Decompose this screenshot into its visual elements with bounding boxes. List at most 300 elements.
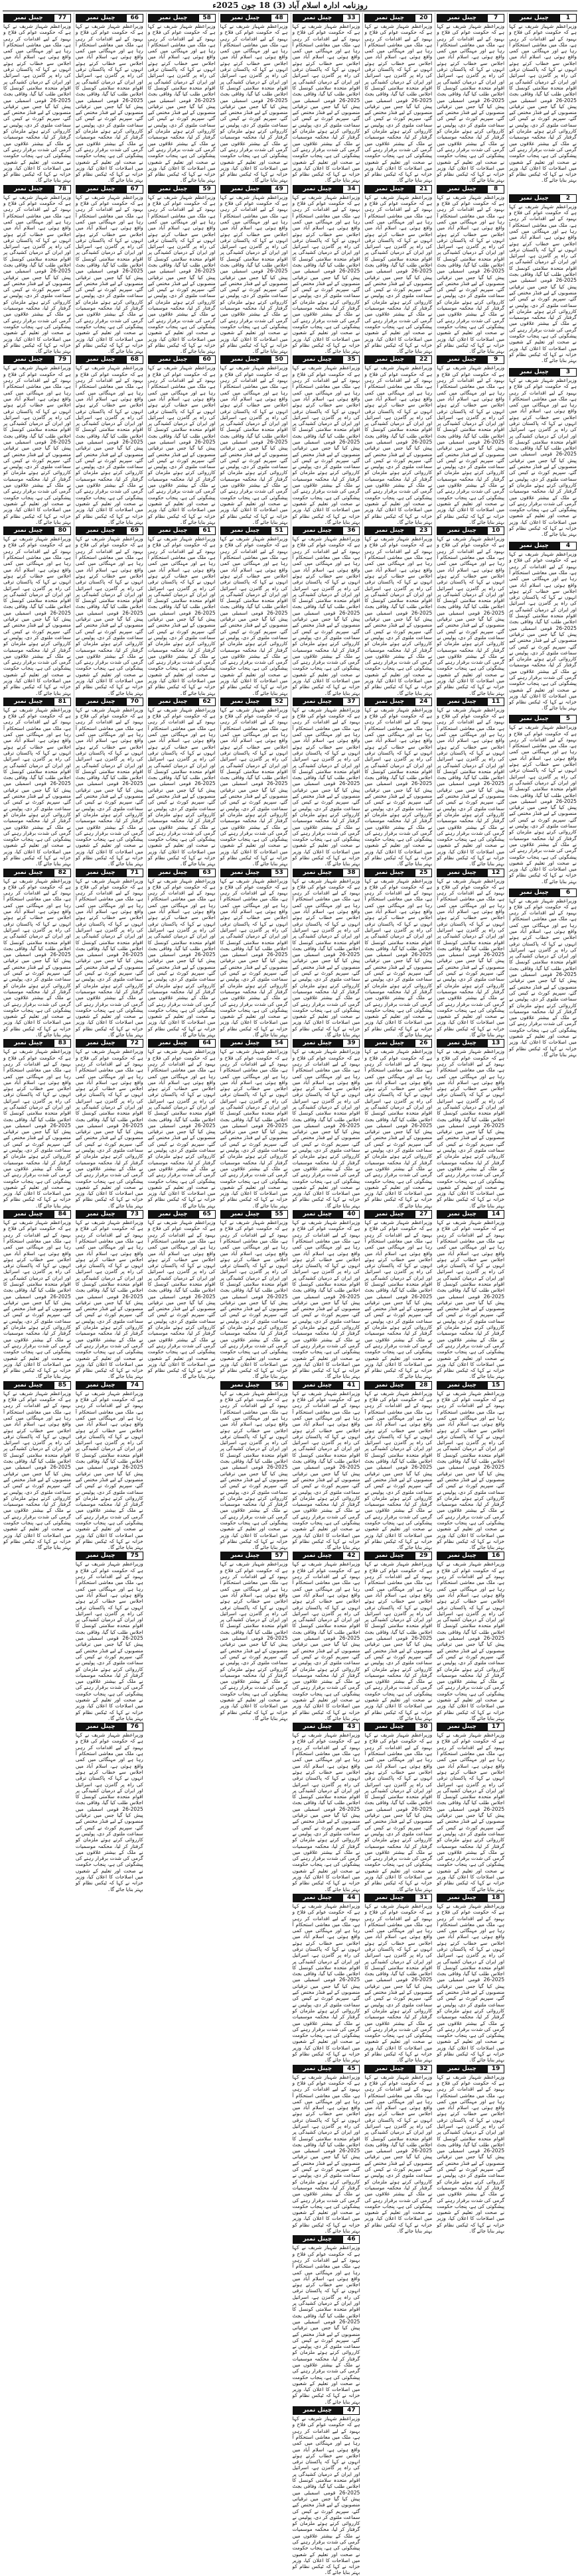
notice-text: وزیراعظم شہباز شریف نے کہا ہے کہ حکومت عوام کی فلاح و بہبود کے لیے اقدامات کر رہی ہے، ملک میں معاشی استحکام آ رہا ہے اور مہنگائی میں کمی واقع ہوئی ہے، اسلام آباد میں اجلاس سے خطاب کرتے ہوئے انہوں نے کہا کہ پاکستان ترقی کی راہ پر گامزن ہے، اسرائیل اور ایران کے درمیان کشیدگی پر اقوام متحدہ سلامتی کونسل کا اجلاس طلب کیا گیا، وفاقی بجٹ 2025-26 قومی اسمبلی میں پیش کیا گیا جس میں ترقیاتی منصوبوں کے لیے فنڈز مختص کیے گئے، سپریم کورٹ نے کیس کی سماعت ملتوی کر دی، پولیس نے کارروائی کرتے ہوئے ملزمان کو گرفتار کر لیا، محکمہ موسمیات نے ملک کے بیشتر علاقوں میں گرمی کی شدت برقرار رہنے کی پیشگوئی کی ہے، پنجاب حکومت نے صحت اور تعلیم کے شعبوں میں اصلاحات کا اعلان کیا، وزیر خزانہ نے کہا کہ ٹیکس نظام کو بہتر بنایا جائے گا۔ bbox=[364, 536, 433, 696]
notice-number: 30 bbox=[415, 1723, 432, 1731]
notice-text: وزیراعظم شہباز شریف نے کہا ہے کہ حکومت عوام کی فلاح و بہبود کے لیے اقدامات کر رہی ہے، ملک میں معاشی استحکام آ رہا ہے اور مہنگائی میں کمی واقع ہوئی ہے، اسلام آباد میں اجلاس سے خطاب کرتے ہوئے انہوں نے کہا کہ پاکستان ترقی کی راہ پر گامزن ہے، اسرائیل اور ایران کے درمیان کشیدگی پر اقوام متحدہ سلامتی کونسل کا اجلاس طلب کیا گیا، وفاقی بجٹ 2025-26 قومی اسمبلی میں پیش کیا گیا جس میں ترقیاتی منصوبوں کے لیے فنڈز مختص کیے گئے، سپریم کورٹ نے کیس کی سماعت ملتوی کر دی، پولیس نے کارروائی کرتے ہوئے ملزمان کو گرفتار کر لیا، محکمہ موسمیات نے ملک کے بیشتر علاقوں میں گرمی کی شدت برقرار رہنے کی پیشگوئی کی ہے، پنجاب حکومت نے صحت اور تعلیم کے شعبوں میں اصلاحات کا اعلان کیا، وزیر خزانہ نے کہا کہ ٹیکس نظام کو بہتر بنایا جائے گا۔ bbox=[437, 1219, 505, 1380]
notice-text: وزیراعظم شہباز شریف نے کہا ہے کہ حکومت عوام کی فلاح و بہبود کے لیے اقدامات کر رہی ہے، ملک میں معاشی استحکام آ رہا ہے اور مہنگائی میں کمی واقع ہوئی ہے، اسلام آباد میں اجلاس سے خطاب کرتے ہوئے انہوں نے کہا کہ پاکستان ترقی کی راہ پر گامزن ہے، اسرائیل اور ایران کے درمیان کشیدگی پر اقوام متحدہ سلامتی کونسل کا اجلاس طلب کیا گیا، وفاقی بجٹ 2025-26 قومی اسمبلی میں پیش کیا گیا جس میں ترقیاتی منصوبوں کے لیے فنڈز مختص کیے گئے، سپریم کورٹ نے کیس کی سماعت ملتوی کر دی، پولیس نے کارروائی کرتے ہوئے ملزمان کو گرفتار کر لیا، محکمہ موسمیات نے ملک کے بیشتر علاقوں میں گرمی کی شدت برقرار رہنے کی پیشگوئی کی ہے، پنجاب حکومت نے صحت اور تعلیم کے شعبوں میں اصلاحات کا اعلان کیا، وزیر خزانہ نے کہا کہ ٹیکس نظام کو بہتر بنایا جائے گا۔ bbox=[292, 1219, 360, 1380]
notice-number: 43 bbox=[342, 1723, 360, 1731]
notice-body bbox=[3, 194, 71, 355]
notice-38 bbox=[291, 867, 362, 1038]
notice-body bbox=[220, 194, 288, 355]
notice-number: 39 bbox=[342, 1039, 360, 1048]
notice-79 bbox=[2, 354, 72, 525]
notice-1 bbox=[508, 13, 578, 193]
channel-label: چینل نمبر bbox=[509, 368, 559, 377]
notice-body bbox=[293, 1390, 360, 1551]
notice-header bbox=[148, 869, 216, 877]
notice-45 bbox=[291, 2063, 362, 2235]
notice-73 bbox=[74, 1209, 145, 1380]
notice-text: وزیراعظم شہباز شریف نے کہا ہے کہ حکومت عوام کی فلاح و بہبود کے لیے اقدامات کر رہی ہے، ملک میں معاشی استحکام آ رہا ہے اور مہنگائی میں کمی واقع ہوئی ہے، اسلام آباد میں اجلاس سے خطاب کرتے ہوئے انہوں نے کہا کہ پاکستان ترقی کی راہ پر گامزن ہے، اسرائیل اور ایران کے درمیان کشیدگی پر اقوام متحدہ سلامتی کونسل کا اجلاس طلب کیا گیا، وفاقی بجٹ 2025-26 قومی اسمبلی میں پیش کیا گیا جس میں ترقیاتی منصوبوں کے لیے فنڈز مختص کیے گئے، سپریم کورٹ نے کیس کی سماعت ملتوی کر دی، پولیس نے کارروائی کرتے ہوئے ملزمان کو گرفتار کر لیا، محکمہ موسمیات نے ملک کے بیشتر علاقوں میں گرمی کی شدت برقرار رہنے کی پیشگوئی کی ہے، پنجاب حکومت نے صحت اور تعلیم کے شعبوں میں اصلاحات کا اعلان کیا، وزیر خزانہ نے کہا کہ ٹیکس نظام کو بہتر بنایا جائے گا۔ bbox=[3, 1048, 71, 1209]
notice-33 bbox=[291, 13, 362, 184]
notice-number: 68 bbox=[126, 355, 143, 364]
channel-label: چینل نمبر bbox=[364, 1210, 415, 1219]
notice-number: 78 bbox=[54, 185, 71, 194]
notice-number: 16 bbox=[487, 1552, 504, 1560]
notice-29 bbox=[363, 1550, 433, 1721]
notice-header bbox=[293, 185, 360, 194]
notice-header bbox=[293, 355, 360, 364]
notice-header bbox=[3, 1039, 71, 1048]
channel-label: چینل نمبر bbox=[509, 14, 559, 23]
notice-43 bbox=[291, 1721, 362, 1892]
notice-number: 56 bbox=[271, 1381, 288, 1390]
notice-body bbox=[509, 724, 577, 887]
notice-header bbox=[220, 14, 288, 23]
notice-number: 34 bbox=[342, 185, 360, 194]
notice-body bbox=[3, 707, 71, 867]
notice-text: وزیراعظم شہباز شریف نے کہا ہے کہ حکومت عوام کی فلاح و بہبود کے لیے اقدامات کر رہی ہے، ملک میں معاشی استحکام آ رہا ہے اور مہنگائی میں کمی واقع ہوئی ہے، اسلام آباد میں اجلاس سے خطاب کرتے ہوئے انہوں نے کہا کہ پاکستان ترقی کی راہ پر گامزن ہے، اسرائیل اور ایران کے درمیان کشیدگی پر اقوام متحدہ سلامتی کونسل کا اجلاس طلب کیا گیا، وفاقی بجٹ 2025-26 قومی اسمبلی میں پیش کیا گیا جس میں ترقیاتی منصوبوں کے لیے فنڈز مختص کیے گئے، سپریم کورٹ نے کیس کی سماعت ملتوی کر دی، پولیس نے کارروائی کرتے ہوئے ملزمان کو گرفتار کر لیا، محکمہ موسمیات نے ملک کے بیشتر علاقوں میں گرمی کی شدت برقرار رہنے کی پیشگوئی کی ہے، پنجاب حکومت نے صحت اور تعلیم کے شعبوں میں اصلاحات کا اعلان کیا، وزیر خزانہ نے کہا کہ ٹیکس نظام کو بہتر بنایا جائے گا۔ bbox=[364, 194, 433, 355]
notice-number: 8 bbox=[487, 185, 504, 194]
channel-label: چینل نمبر bbox=[220, 1381, 271, 1390]
notice-text: وزیراعظم شہباز شریف نے کہا ہے کہ حکومت عوام کی فلاح و بہبود کے لیے اقدامات کر رہی ہے، ملک میں معاشی استحکام آ رہا ہے اور مہنگائی میں کمی واقع ہوئی ہے، اسلام آباد میں اجلاس سے خطاب کرتے ہوئے انہوں نے کہا کہ پاکستان ترقی کی راہ پر گامزن ہے، اسرائیل اور ایران کے درمیان کشیدگی پر اقوام متحدہ سلامتی کونسل کا اجلاس طلب کیا گیا، وفاقی بجٹ 2025-26 قومی اسمبلی میں پیش کیا گیا جس میں ترقیاتی منصوبوں کے لیے فنڈز مختص کیے گئے، سپریم کورٹ نے کیس کی سماعت ملتوی کر دی، پولیس نے کارروائی کرتے ہوئے ملزمان کو گرفتار کر لیا، محکمہ موسمیات نے ملک کے بیشتر علاقوں میں گرمی کی شدت برقرار رہنے کی پیشگوئی کی ہے، پنجاب حکومت نے صحت اور تعلیم کے شعبوں میں اصلاحات کا اعلان کیا، وزیر خزانہ نے کہا کہ ٹیکس نظام کو بہتر بنایا جائے گا۔ bbox=[147, 1219, 216, 1380]
notice-number: 6 bbox=[559, 889, 577, 897]
notice-number: 67 bbox=[126, 185, 143, 194]
notice-41 bbox=[291, 1380, 362, 1551]
notice-number: 54 bbox=[271, 1039, 288, 1048]
notice-header bbox=[364, 1552, 432, 1560]
notice-57 bbox=[219, 1550, 289, 1721]
notice-body bbox=[3, 1390, 71, 1551]
notice-number: 20 bbox=[415, 14, 432, 23]
notice-number: 65 bbox=[198, 1210, 216, 1219]
notice-text: وزیراعظم شہباز شریف نے کہا ہے کہ حکومت عوام کی فلاح و بہبود کے لیے اقدامات کر رہی ہے، ملک میں معاشی استحکام آ رہا ہے اور مہنگائی میں کمی واقع ہوئی ہے، اسلام آباد میں اجلاس سے خطاب کرتے ہوئے انہوں نے کہا کہ پاکستان ترقی کی راہ پر گامزن ہے، اسرائیل اور ایران کے درمیان کشیدگی پر اقوام متحدہ سلامتی کونسل کا اجلاس طلب کیا گیا، وفاقی بجٹ 2025-26 قومی اسمبلی میں پیش کیا گیا جس میں ترقیاتی منصوبوں کے لیے فنڈز مختص کیے گئے، سپریم کورٹ نے کیس کی سماعت ملتوی کر دی، پولیس نے کارروائی کرتے ہوئے ملزمان کو گرفتار کر لیا، محکمہ موسمیات نے ملک کے بیشتر علاقوں میں گرمی کی شدت برقرار رہنے کی پیشگوئی کی ہے، پنجاب حکومت نے صحت اور تعلیم کے شعبوں میں اصلاحات کا اعلان کیا، وزیر خزانہ نے کہا کہ ٹیکس نظام کو بہتر بنایا جائے گا۔ bbox=[220, 365, 288, 525]
channel-label: چینل نمبر bbox=[437, 2065, 487, 2073]
channel-label: چینل نمبر bbox=[220, 14, 271, 23]
notice-number: 73 bbox=[126, 1210, 143, 1219]
notice-19 bbox=[435, 2063, 506, 2235]
notice-text: وزیراعظم شہباز شریف نے کہا ہے کہ حکومت عوام کی فلاح و بہبود کے لیے اقدامات کر رہی ہے، ملک میں معاشی استحکام آ رہا ہے اور مہنگائی میں کمی واقع ہوئی ہے، اسلام آباد میں اجلاس سے خطاب کرتے ہوئے انہوں نے کہا کہ پاکستان ترقی کی راہ پر گامزن ہے، اسرائیل اور ایران کے درمیان کشیدگی پر اقوام متحدہ سلامتی کونسل کا اجلاس طلب کیا گیا، وفاقی بجٹ 2025-26 قومی اسمبلی میں پیش کیا گیا جس میں ترقیاتی منصوبوں کے لیے فنڈز مختص کیے گئے، سپریم کورٹ نے کیس کی سماعت ملتوی کر دی، پولیس نے کارروائی کرتے ہوئے ملزمان کو گرفتار کر لیا، محکمہ موسمیات نے ملک کے بیشتر علاقوں میں گرمی کی شدت برقرار رہنے کی پیشگوئی کی ہے، پنجاب حکومت نے صحت اور تعلیم کے شعبوں میں اصلاحات کا اعلان کیا، وزیر خزانہ نے کہا کہ ٹیکس نظام کو بہتر بنایا جائے گا۔ bbox=[509, 203, 577, 364]
notice-body bbox=[364, 536, 432, 696]
notice-text: وزیراعظم شہباز شریف نے کہا ہے کہ حکومت عوام کی فلاح و بہبود کے لیے اقدامات کر رہی ہے، ملک میں معاشی استحکام آ رہا ہے اور مہنگائی میں کمی واقع ہوئی ہے، اسلام آباد میں اجلاس سے خطاب کرتے ہوئے انہوں نے کہا کہ پاکستان ترقی کی راہ پر گامزن ہے، اسرائیل اور ایران کے درمیان کشیدگی پر اقوام متحدہ سلامتی کونسل کا اجلاس طلب کیا گیا، وفاقی بجٹ 2025-26 قومی اسمبلی میں پیش کیا گیا جس میں ترقیاتی منصوبوں کے لیے فنڈز مختص کیے گئے، سپریم کورٹ نے کیس کی سماعت ملتوی کر دی، پولیس نے کارروائی کرتے ہوئے ملزمان کو گرفتار کر لیا، محکمہ موسمیات نے ملک کے بیشتر علاقوں میں گرمی کی شدت برقرار رہنے کی پیشگوئی کی ہے، پنجاب حکومت نے صحت اور تعلیم کے شعبوں میں اصلاحات کا اعلان کیا، وزیر خزانہ نے کہا کہ ٹیکس نظام کو بہتر بنایا جائے گا۔ bbox=[3, 877, 71, 1038]
channel-label: چینل نمبر bbox=[364, 1894, 415, 1902]
notice-number: 41 bbox=[342, 1381, 360, 1390]
notice-header bbox=[3, 355, 71, 364]
notice-header bbox=[220, 185, 288, 194]
notice-text: وزیراعظم شہباز شریف نے کہا ہے کہ حکومت عوام کی فلاح و بہبود کے لیے اقدامات کر رہی ہے، ملک میں معاشی استحکام آ رہا ہے اور مہنگائی میں کمی واقع ہوئی ہے، اسلام آباد میں اجلاس سے خطاب کرتے ہوئے انہوں نے کہا کہ پاکستان ترقی کی راہ پر گامزن ہے، اسرائیل اور ایران کے درمیان کشیدگی پر اقوام متحدہ سلامتی کونسل کا اجلاس طلب کیا گیا، وفاقی بجٹ 2025-26 قومی اسمبلی میں پیش کیا گیا جس میں ترقیاتی منصوبوں کے لیے فنڈز مختص کیے گئے، سپریم کورٹ نے کیس کی سماعت ملتوی کر دی، پولیس نے کارروائی کرتے ہوئے ملزمان کو گرفتار کر لیا، محکمہ موسمیات نے ملک کے بیشتر علاقوں میں گرمی کی شدت برقرار رہنے کی پیشگوئی کی ہے، پنجاب حکومت نے صحت اور تعلیم کے شعبوں میں اصلاحات کا اعلان کیا، وزیر خزانہ نے کہا کہ ٹیکس نظام کو بہتر بنایا جائے گا۔ bbox=[292, 706, 360, 867]
notice-body bbox=[364, 23, 432, 184]
notice-34 bbox=[291, 184, 362, 355]
channel-label: چینل نمبر bbox=[148, 1039, 198, 1048]
notice-text: وزیراعظم شہباز شریف نے کہا ہے کہ حکومت عوام کی فلاح و بہبود کے لیے اقدامات کر رہی ہے، ملک میں معاشی استحکام آ رہا ہے اور مہنگائی میں کمی واقع ہوئی ہے، اسلام آباد میں اجلاس سے خطاب کرتے ہوئے انہوں نے کہا کہ پاکستان ترقی کی راہ پر گامزن ہے، اسرائیل اور ایران کے درمیان کشیدگی پر اقوام متحدہ سلامتی کونسل کا اجلاس طلب کیا گیا، وفاقی بجٹ 2025-26 قومی اسمبلی میں پیش کیا گیا جس میں ترقیاتی منصوبوں کے لیے فنڈز مختص کیے گئے، سپریم کورٹ نے کیس کی سماعت ملتوی کر دی، پولیس نے کارروائی کرتے ہوئے ملزمان کو گرفتار کر لیا، محکمہ موسمیات نے ملک کے بیشتر علاقوں میں گرمی کی شدت برقرار رہنے کی پیشگوئی کی ہے، پنجاب حکومت نے صحت اور تعلیم کے شعبوں میں اصلاحات کا اعلان کیا، وزیر خزانہ نے کہا کہ ٹیکس نظام کو بہتر بنایا جائے گا۔ bbox=[3, 536, 71, 696]
notice-text: وزیراعظم شہباز شریف نے کہا ہے کہ حکومت عوام کی فلاح و بہبود کے لیے اقدامات کر رہی ہے، ملک میں معاشی استحکام آ رہا ہے اور مہنگائی میں کمی واقع ہوئی ہے، اسلام آباد میں اجلاس سے خطاب کرتے ہوئے انہوں نے کہا کہ پاکستان ترقی کی راہ پر گامزن ہے، اسرائیل اور ایران کے درمیان کشیدگی پر اقوام متحدہ سلامتی کونسل کا اجلاس طلب کیا گیا، وفاقی بجٹ 2025-26 قومی اسمبلی میں پیش کیا گیا جس میں ترقیاتی منصوبوں کے لیے فنڈز مختص کیے گئے، سپریم کورٹ نے کیس کی سماعت ملتوی کر دی، پولیس نے کارروائی کرتے ہوئے ملزمان کو گرفتار کر لیا، محکمہ موسمیات نے ملک کے بیشتر علاقوں میں گرمی کی شدت برقرار رہنے کی پیشگوئی کی ہے، پنجاب حکومت نے صحت اور تعلیم کے شعبوں میں اصلاحات کا اعلان کیا، وزیر خزانہ نے کہا کہ ٹیکس نظام کو بہتر بنایا جائے گا۔ bbox=[437, 365, 505, 525]
notice-body bbox=[220, 536, 288, 696]
notice-header bbox=[293, 2406, 360, 2415]
notice-text: وزیراعظم شہباز شریف نے کہا ہے کہ حکومت عوام کی فلاح و بہبود کے لیے اقدامات کر رہی ہے، ملک میں معاشی استحکام آ رہا ہے اور مہنگائی میں کمی واقع ہوئی ہے، اسلام آباد میں اجلاس سے خطاب کرتے ہوئے انہوں نے کہا کہ پاکستان ترقی کی راہ پر گامزن ہے، اسرائیل اور ایران کے درمیان کشیدگی پر اقوام متحدہ سلامتی کونسل کا اجلاس طلب کیا گیا، وفاقی بجٹ 2025-26 قومی اسمبلی میں پیش کیا گیا جس میں ترقیاتی منصوبوں کے لیے فنڈز مختص کیے گئے، سپریم کورٹ نے کیس کی سماعت ملتوی کر دی، پولیس نے کارروائی کرتے ہوئے ملزمان کو گرفتار کر لیا، محکمہ موسمیات نے ملک کے بیشتر علاقوں میں گرمی کی شدت برقرار رہنے کی پیشگوئی کی ہے، پنجاب حکومت نے صحت اور تعلیم کے شعبوں میں اصلاحات کا اعلان کیا، وزیر خزانہ نے کہا کہ ٹیکس نظام کو بہتر بنایا جائے گا۔ bbox=[292, 1048, 360, 1209]
notice-13 bbox=[435, 1038, 506, 1209]
channel-label: چینل نمبر bbox=[437, 1723, 487, 1731]
notice-header bbox=[437, 1210, 504, 1219]
notice-body bbox=[148, 878, 216, 1038]
notice-body bbox=[293, 2244, 360, 2405]
notice-body bbox=[364, 2074, 432, 2235]
notice-62 bbox=[147, 696, 217, 867]
notice-number: 11 bbox=[487, 698, 504, 706]
notice-text: وزیراعظم شہباز شریف نے کہا ہے کہ حکومت عوام کی فلاح و بہبود کے لیے اقدامات کر رہی ہے، ملک میں معاشی استحکام آ رہا ہے اور مہنگائی میں کمی واقع ہوئی ہے، اسلام آباد میں اجلاس سے خطاب کرتے ہوئے انہوں نے کہا کہ پاکستان ترقی کی راہ پر گامزن ہے، اسرائیل اور ایران کے درمیان کشیدگی پر اقوام متحدہ سلامتی کونسل کا اجلاس طلب کیا گیا، وفاقی بجٹ 2025-26 قومی اسمبلی میں پیش کیا گیا جس میں ترقیاتی منصوبوں کے لیے فنڈز مختص کیے گئے، سپریم کورٹ نے کیس کی سماعت ملتوی کر دی، پولیس نے کارروائی کرتے ہوئے ملزمان کو گرفتار کر لیا، محکمہ موسمیات نے ملک کے بیشتر علاقوں میں گرمی کی شدت برقرار رہنے کی پیشگوئی کی ہے، پنجاب حکومت نے صحت اور تعلیم کے شعبوں میں اصلاحات کا اعلان کیا، وزیر خزانہ نے کہا کہ ٹیکس نظام کو بہتر بنایا جائے گا۔ bbox=[292, 2416, 360, 2576]
notice-text: وزیراعظم شہباز شریف نے کہا ہے کہ حکومت عوام کی فلاح و بہبود کے لیے اقدامات کر رہی ہے، ملک میں معاشی استحکام آ رہا ہے اور مہنگائی میں کمی واقع ہوئی ہے، اسلام آباد میں اجلاس سے خطاب کرتے ہوئے انہوں نے کہا کہ پاکستان ترقی کی راہ پر گامزن ہے، اسرائیل اور ایران کے درمیان کشیدگی پر اقوام متحدہ سلامتی کونسل کا اجلاس طلب کیا گیا، وفاقی بجٹ 2025-26 قومی اسمبلی میں پیش کیا گیا جس میں ترقیاتی منصوبوں کے لیے فنڈز مختص کیے گئے، سپریم کورٹ نے کیس کی سماعت ملتوی کر دی، پولیس نے کارروائی کرتے ہوئے ملزمان کو گرفتار کر لیا، محکمہ موسمیات نے ملک کے بیشتر علاقوں میں گرمی کی شدت برقرار رہنے کی پیشگوئی کی ہے، پنجاب حکومت نے صحت اور تعلیم کے شعبوں میں اصلاحات کا اعلان کیا، وزیر خزانہ نے کہا کہ ٹیکس نظام کو بہتر بنایا جائے گا۔ bbox=[3, 365, 71, 525]
notice-header bbox=[220, 1210, 288, 1219]
channel-label: چینل نمبر bbox=[364, 14, 415, 23]
channel-label: چینل نمبر bbox=[293, 355, 343, 364]
notice-header bbox=[509, 715, 577, 723]
channel-label: چینل نمبر bbox=[293, 1210, 343, 1219]
notice-number: 33 bbox=[342, 14, 360, 23]
notice-header bbox=[437, 1039, 504, 1048]
notice-number: 14 bbox=[487, 1210, 504, 1219]
notice-28 bbox=[363, 1380, 433, 1551]
notice-49 bbox=[219, 184, 289, 355]
notice-body bbox=[148, 1048, 216, 1209]
notice-header bbox=[76, 1039, 143, 1048]
notice-body bbox=[148, 707, 216, 867]
notice-6 bbox=[508, 887, 578, 1059]
channel-label: چینل نمبر bbox=[148, 869, 198, 877]
notice-number: 44 bbox=[342, 1894, 360, 1902]
notice-body bbox=[148, 536, 216, 696]
notice-header bbox=[220, 1552, 288, 1560]
notice-body bbox=[220, 1219, 288, 1380]
notice-number: 19 bbox=[487, 2065, 504, 2073]
channel-label: چینل نمبر bbox=[293, 2406, 343, 2415]
notice-text: وزیراعظم شہباز شریف نے کہا ہے کہ حکومت عوام کی فلاح و بہبود کے لیے اقدامات کر رہی ہے، ملک میں معاشی استحکام آ رہا ہے اور مہنگائی میں کمی واقع ہوئی ہے، اسلام آباد میں اجلاس سے خطاب کرتے ہوئے انہوں نے کہا کہ پاکستان ترقی کی راہ پر گامزن ہے، اسرائیل اور ایران کے درمیان کشیدگی پر اقوام متحدہ سلامتی کونسل کا اجلاس طلب کیا گیا، وفاقی بجٹ 2025-26 قومی اسمبلی میں پیش کیا گیا جس میں ترقیاتی منصوبوں کے لیے فنڈز مختص کیے گئے، سپریم کورٹ نے کیس کی سماعت ملتوی کر دی، پولیس نے کارروائی کرتے ہوئے ملزمان کو گرفتار کر لیا، محکمہ موسمیات نے ملک کے بیشتر علاقوں میں گرمی کی شدت برقرار رہنے کی پیشگوئی کی ہے، پنجاب حکومت نے صحت اور تعلیم کے شعبوں میں اصلاحات کا اعلان کیا، وزیر خزانہ نے کہا کہ ٹیکس نظام کو بہتر بنایا جائے گا۔ bbox=[292, 1390, 360, 1551]
column-2 bbox=[435, 13, 506, 2235]
notice-60 bbox=[147, 354, 217, 525]
notice-body bbox=[293, 1048, 360, 1209]
channel-label: چینل نمبر bbox=[364, 1723, 415, 1731]
notice-body bbox=[437, 1390, 504, 1551]
notice-27 bbox=[363, 1209, 433, 1380]
notice-header bbox=[364, 1381, 432, 1390]
notice-body bbox=[437, 1732, 504, 1892]
notice-text: وزیراعظم شہباز شریف نے کہا ہے کہ حکومت عوام کی فلاح و بہبود کے لیے اقدامات کر رہی ہے، ملک میں معاشی استحکام آ رہا ہے اور مہنگائی میں کمی واقع ہوئی ہے، اسلام آباد میں اجلاس سے خطاب کرتے ہوئے انہوں نے کہا کہ پاکستان ترقی کی راہ پر گامزن ہے، اسرائیل اور ایران کے درمیان کشیدگی پر اقوام متحدہ سلامتی کونسل کا اجلاس طلب کیا گیا، وفاقی بجٹ 2025-26 قومی اسمبلی میں پیش کیا گیا جس میں ترقیاتی منصوبوں کے لیے فنڈز مختص کیے گئے، سپریم کورٹ نے کیس کی سماعت ملتوی کر دی، پولیس نے کارروائی کرتے ہوئے ملزمان کو گرفتار کر لیا، محکمہ موسمیات نے ملک کے بیشتر علاقوں میں گرمی کی شدت برقرار رہنے کی پیشگوئی کی ہے، پنجاب حکومت نے صحت اور تعلیم کے شعبوں میں اصلاحات کا اعلان کیا، وزیر خزانہ نے کہا کہ ٹیکس نظام کو بہتر بنایا جائے گا۔ bbox=[364, 1561, 433, 1721]
channel-label: چینل نمبر bbox=[364, 2065, 415, 2073]
notice-text: وزیراعظم شہباز شریف نے کہا ہے کہ حکومت عوام کی فلاح و بہبود کے لیے اقدامات کر رہی ہے، ملک میں معاشی استحکام آ رہا ہے اور مہنگائی میں کمی واقع ہوئی ہے، اسلام آباد میں اجلاس سے خطاب کرتے ہوئے انہوں نے کہا کہ پاکستان ترقی کی راہ پر گامزن ہے، اسرائیل اور ایران کے درمیان کشیدگی پر اقوام متحدہ سلامتی کونسل کا اجلاس طلب کیا گیا، وفاقی بجٹ 2025-26 قومی اسمبلی میں پیش کیا گیا جس میں ترقیاتی منصوبوں کے لیے فنڈز مختص کیے گئے، سپریم کورٹ نے کیس کی سماعت ملتوی کر دی، پولیس نے کارروائی کرتے ہوئے ملزمان کو گرفتار کر لیا، محکمہ موسمیات نے ملک کے بیشتر علاقوں میں گرمی کی شدت برقرار رہنے کی پیشگوئی کی ہے، پنجاب حکومت نے صحت اور تعلیم کے شعبوں میں اصلاحات کا اعلان کیا، وزیر خزانہ نے کہا کہ ٹیکس نظام کو بہتر بنایا جائے گا۔ bbox=[147, 706, 216, 867]
notice-85 bbox=[2, 1380, 72, 1551]
notice-58 bbox=[147, 13, 217, 184]
notice-header bbox=[76, 355, 143, 364]
notice-text: وزیراعظم شہباز شریف نے کہا ہے کہ حکومت عوام کی فلاح و بہبود کے لیے اقدامات کر رہی ہے، ملک میں معاشی استحکام آ رہا ہے اور مہنگائی میں کمی واقع ہوئی ہے، اسلام آباد میں اجلاس سے خطاب کرتے ہوئے انہوں نے کہا کہ پاکستان ترقی کی راہ پر گامزن ہے، اسرائیل اور ایران کے درمیان کشیدگی پر اقوام متحدہ سلامتی کونسل کا اجلاس طلب کیا گیا، وفاقی بجٹ 2025-26 قومی اسمبلی میں پیش کیا گیا جس میں ترقیاتی منصوبوں کے لیے فنڈز مختص کیے گئے، سپریم کورٹ نے کیس کی سماعت ملتوی کر دی، پولیس نے کارروائی کرتے ہوئے ملزمان کو گرفتار کر لیا، محکمہ موسمیات نے ملک کے بیشتر علاقوں میں گرمی کی شدت برقرار رہنے کی پیشگوئی کی ہے، پنجاب حکومت نے صحت اور تعلیم کے شعبوں میں اصلاحات کا اعلان کیا، وزیر خزانہ نے کہا کہ ٹیکس نظام کو بہتر بنایا جائے گا۔ bbox=[220, 706, 288, 867]
channel-label: چینل نمبر bbox=[76, 185, 126, 194]
notice-number: 17 bbox=[487, 1723, 504, 1731]
notice-31 bbox=[363, 1892, 433, 2063]
notice-header bbox=[293, 869, 360, 877]
notice-header bbox=[3, 698, 71, 706]
channel-label: چینل نمبر bbox=[364, 698, 415, 706]
notice-text: وزیراعظم شہباز شریف نے کہا ہے کہ حکومت عوام کی فلاح و بہبود کے لیے اقدامات کر رہی ہے، ملک میں معاشی استحکام آ رہا ہے اور مہنگائی میں کمی واقع ہوئی ہے، اسلام آباد میں اجلاس سے خطاب کرتے ہوئے انہوں نے کہا کہ پاکستان ترقی کی راہ پر گامزن ہے، اسرائیل اور ایران کے درمیان کشیدگی پر اقوام متحدہ سلامتی کونسل کا اجلاس طلب کیا گیا، وفاقی بجٹ 2025-26 قومی اسمبلی میں پیش کیا گیا جس میں ترقیاتی منصوبوں کے لیے فنڈز مختص کیے گئے، سپریم کورٹ نے کیس کی سماعت ملتوی کر دی، پولیس نے کارروائی کرتے ہوئے ملزمان کو گرفتار کر لیا، محکمہ موسمیات نے ملک کے بیشتر علاقوں میں گرمی کی شدت برقرار رہنے کی پیشگوئی کی ہے، پنجاب حکومت نے صحت اور تعلیم کے شعبوں میں اصلاحات کا اعلان کیا، وزیر خزانہ نے کہا کہ ٹیکس نظام کو بہتر بنایا جائے گا۔ bbox=[364, 706, 433, 867]
notice-body bbox=[220, 365, 288, 525]
notice-text: وزیراعظم شہباز شریف نے کہا ہے کہ حکومت عوام کی فلاح و بہبود کے لیے اقدامات کر رہی ہے، ملک میں معاشی استحکام آ رہا ہے اور مہنگائی میں کمی واقع ہوئی ہے، اسلام آباد میں اجلاس سے خطاب کرتے ہوئے انہوں نے کہا کہ پاکستان ترقی کی راہ پر گامزن ہے، اسرائیل اور ایران کے درمیان کشیدگی پر اقوام متحدہ سلامتی کونسل کا اجلاس طلب کیا گیا، وفاقی بجٹ 2025-26 قومی اسمبلی میں پیش کیا گیا جس میں ترقیاتی منصوبوں کے لیے فنڈز مختص کیے گئے، سپریم کورٹ نے کیس کی سماعت ملتوی کر دی، پولیس نے کارروائی کرتے ہوئے ملزمان کو گرفتار کر لیا، محکمہ موسمیات نے ملک کے بیشتر علاقوں میں گرمی کی شدت برقرار رہنے کی پیشگوئی کی ہے، پنجاب حکومت نے صحت اور تعلیم کے شعبوں میں اصلاحات کا اعلان کیا، وزیر خزانہ نے کہا کہ ٹیکس نظام کو بہتر بنایا جائے گا۔ bbox=[437, 706, 505, 867]
channel-label: چینل نمبر bbox=[3, 355, 54, 364]
channel-label: چینل نمبر bbox=[3, 1210, 54, 1219]
notice-text: وزیراعظم شہباز شریف نے کہا ہے کہ حکومت عوام کی فلاح و بہبود کے لیے اقدامات کر رہی ہے، ملک میں معاشی استحکام آ رہا ہے اور مہنگائی میں کمی واقع ہوئی ہے، اسلام آباد میں اجلاس سے خطاب کرتے ہوئے انہوں نے کہا کہ پاکستان ترقی کی راہ پر گامزن ہے، اسرائیل اور ایران کے درمیان کشیدگی پر اقوام متحدہ سلامتی کونسل کا اجلاس طلب کیا گیا، وفاقی بجٹ 2025-26 قومی اسمبلی میں پیش کیا گیا جس میں ترقیاتی منصوبوں کے لیے فنڈز مختص کیے گئے، سپریم کورٹ نے کیس کی سماعت ملتوی کر دی، پولیس نے کارروائی کرتے ہوئے ملزمان کو گرفتار کر لیا، محکمہ موسمیات نے ملک کے بیشتر علاقوں میں گرمی کی شدت برقرار رہنے کی پیشگوئی کی ہے، پنجاب حکومت نے صحت اور تعلیم کے شعبوں میں اصلاحات کا اعلان کیا، وزیر خزانہ نے کہا کہ ٹیکس نظام کو بہتر بنایا جائے گا۔ bbox=[75, 194, 143, 355]
notice-header bbox=[364, 2065, 432, 2073]
notice-number: 79 bbox=[54, 355, 71, 364]
notice-number: 49 bbox=[271, 185, 288, 194]
notice-71 bbox=[74, 867, 145, 1038]
notice-78 bbox=[2, 184, 72, 355]
channel-label: چینل نمبر bbox=[364, 1381, 415, 1390]
notice-header bbox=[364, 185, 432, 194]
notice-text: وزیراعظم شہباز شریف نے کہا ہے کہ حکومت عوام کی فلاح و بہبود کے لیے اقدامات کر رہی ہے، ملک میں معاشی استحکام آ رہا ہے اور مہنگائی میں کمی واقع ہوئی ہے، اسلام آباد میں اجلاس سے خطاب کرتے ہوئے انہوں نے کہا کہ پاکستان ترقی کی راہ پر گامزن ہے، اسرائیل اور ایران کے درمیان کشیدگی پر اقوام متحدہ سلامتی کونسل کا اجلاس طلب کیا گیا، وفاقی بجٹ 2025-26 قومی اسمبلی میں پیش کیا گیا جس میں ترقیاتی منصوبوں کے لیے فنڈز مختص کیے گئے، سپریم کورٹ نے کیس کی سماعت ملتوی کر دی، پولیس نے کارروائی کرتے ہوئے ملزمان کو گرفتار کر لیا، محکمہ موسمیات نے ملک کے بیشتر علاقوں میں گرمی کی شدت برقرار رہنے کی پیشگوئی کی ہے، پنجاب حکومت نے صحت اور تعلیم کے شعبوں میں اصلاحات کا اعلان کیا، وزیر خزانہ نے کہا کہ ٹیکس نظام کو بہتر بنایا جائے گا۔ bbox=[437, 1390, 505, 1551]
notice-84 bbox=[2, 1209, 72, 1380]
notice-number: 77 bbox=[54, 14, 71, 23]
notice-header bbox=[364, 355, 432, 364]
channel-label: چینل نمبر bbox=[3, 526, 54, 535]
notice-number: 12 bbox=[487, 869, 504, 877]
notice-body bbox=[437, 1219, 504, 1380]
notice-16 bbox=[435, 1550, 506, 1721]
notice-text: وزیراعظم شہباز شریف نے کہا ہے کہ حکومت عوام کی فلاح و بہبود کے لیے اقدامات کر رہی ہے، ملک میں معاشی استحکام آ رہا ہے اور مہنگائی میں کمی واقع ہوئی ہے، اسلام آباد میں اجلاس سے خطاب کرتے ہوئے انہوں نے کہا کہ پاکستان ترقی کی راہ پر گامزن ہے، اسرائیل اور ایران کے درمیان کشیدگی پر اقوام متحدہ سلامتی کونسل کا اجلاس طلب کیا گیا، وفاقی بجٹ 2025-26 قومی اسمبلی میں پیش کیا گیا جس میں ترقیاتی منصوبوں کے لیے فنڈز مختص کیے گئے، سپریم کورٹ نے کیس کی سماعت ملتوی کر دی، پولیس نے کارروائی کرتے ہوئے ملزمان کو گرفتار کر لیا، محکمہ موسمیات نے ملک کے بیشتر علاقوں میں گرمی کی شدت برقرار رہنے کی پیشگوئی کی ہے، پنجاب حکومت نے صحت اور تعلیم کے شعبوں میں اصلاحات کا اعلان کیا، وزیر خزانہ نے کہا کہ ٹیکس نظام کو بہتر بنایا جائے گا۔ bbox=[509, 23, 577, 184]
notice-number: 15 bbox=[487, 1381, 504, 1390]
notice-body bbox=[3, 878, 71, 1038]
channel-label: چینل نمبر bbox=[293, 1894, 343, 1902]
notice-header bbox=[293, 698, 360, 706]
notice-body bbox=[364, 194, 432, 355]
channel-label: چینل نمبر bbox=[437, 1381, 487, 1390]
notice-number: 3 bbox=[559, 368, 577, 377]
notice-text: وزیراعظم شہباز شریف نے کہا ہے کہ حکومت عوام کی فلاح و بہبود کے لیے اقدامات کر رہی ہے، ملک میں معاشی استحکام آ رہا ہے اور مہنگائی میں کمی واقع ہوئی ہے، اسلام آباد میں اجلاس سے خطاب کرتے ہوئے انہوں نے کہا کہ پاکستان ترقی کی راہ پر گامزن ہے، اسرائیل اور ایران کے درمیان کشیدگی پر اقوام متحدہ سلامتی کونسل کا اجلاس طلب کیا گیا، وفاقی بجٹ 2025-26 قومی اسمبلی میں پیش کیا گیا جس میں ترقیاتی منصوبوں کے لیے فنڈز مختص کیے گئے، سپریم کورٹ نے کیس کی سماعت ملتوی کر دی، پولیس نے کارروائی کرتے ہوئے ملزمان کو گرفتار کر لیا، محکمہ موسمیات نے ملک کے بیشتر علاقوں میں گرمی کی شدت برقرار رہنے کی پیشگوئی کی ہے، پنجاب حکومت نے صحت اور تعلیم کے شعبوں میں اصلاحات کا اعلان کیا، وزیر خزانہ نے کہا کہ ٹیکس نظام کو بہتر بنایا جائے گا۔ bbox=[75, 1561, 143, 1721]
notice-text: وزیراعظم شہباز شریف نے کہا ہے کہ حکومت عوام کی فلاح و بہبود کے لیے اقدامات کر رہی ہے، ملک میں معاشی استحکام آ رہا ہے اور مہنگائی میں کمی واقع ہوئی ہے، اسلام آباد میں اجلاس سے خطاب کرتے ہوئے انہوں نے کہا کہ پاکستان ترقی کی راہ پر گامزن ہے، اسرائیل اور ایران کے درمیان کشیدگی پر اقوام متحدہ سلامتی کونسل کا اجلاس طلب کیا گیا، وفاقی بجٹ 2025-26 قومی اسمبلی میں پیش کیا گیا جس میں ترقیاتی منصوبوں کے لیے فنڈز مختص کیے گئے، سپریم کورٹ نے کیس کی سماعت ملتوی کر دی، پولیس نے کارروائی کرتے ہوئے ملزمان کو گرفتار کر لیا، محکمہ موسمیات نے ملک کے بیشتر علاقوں میں گرمی کی شدت برقرار رہنے کی پیشگوئی کی ہے، پنجاب حکومت نے صحت اور تعلیم کے شعبوں میں اصلاحات کا اعلان کیا، وزیر خزانہ نے کہا کہ ٹیکس نظام کو بہتر بنایا جائے گا۔ bbox=[292, 365, 360, 525]
channel-label: چینل نمبر bbox=[364, 526, 415, 535]
notice-number: 81 bbox=[54, 698, 71, 706]
notice-number: 7 bbox=[487, 14, 504, 23]
channel-label: چینل نمبر bbox=[76, 869, 126, 877]
notice-body bbox=[148, 23, 216, 184]
notice-header bbox=[148, 14, 216, 23]
notice-header bbox=[509, 542, 577, 550]
notice-number: 37 bbox=[342, 698, 360, 706]
channel-label: چینل نمبر bbox=[148, 1210, 198, 1219]
channel-label: چینل نمبر bbox=[76, 1552, 126, 1560]
notice-number: 57 bbox=[271, 1552, 288, 1560]
notice-header bbox=[293, 1723, 360, 1731]
channel-label: چینل نمبر bbox=[437, 185, 487, 194]
notice-body bbox=[293, 2416, 360, 2576]
channel-label: چینل نمبر bbox=[293, 869, 343, 877]
channel-label: چینل نمبر bbox=[293, 1552, 343, 1560]
notice-76 bbox=[74, 1721, 145, 1892]
notice-69 bbox=[74, 525, 145, 696]
notice-header bbox=[437, 14, 504, 23]
notice-59 bbox=[147, 184, 217, 355]
notice-header bbox=[148, 1039, 216, 1048]
channel-label: چینل نمبر bbox=[437, 869, 487, 877]
notice-header bbox=[437, 185, 504, 194]
column-3 bbox=[362, 13, 433, 2235]
column-4 bbox=[291, 13, 362, 2576]
notice-number: 76 bbox=[126, 1723, 143, 1731]
notice-number: 1 bbox=[559, 14, 577, 23]
notice-body bbox=[509, 551, 577, 713]
notice-text: وزیراعظم شہباز شریف نے کہا ہے کہ حکومت عوام کی فلاح و بہبود کے لیے اقدامات کر رہی ہے، ملک میں معاشی استحکام آ رہا ہے اور مہنگائی میں کمی واقع ہوئی ہے، اسلام آباد میں اجلاس سے خطاب کرتے ہوئے انہوں نے کہا کہ پاکستان ترقی کی راہ پر گامزن ہے، اسرائیل اور ایران کے درمیان کشیدگی پر اقوام متحدہ سلامتی کونسل کا اجلاس طلب کیا گیا، وفاقی بجٹ 2025-26 قومی اسمبلی میں پیش کیا گیا جس میں ترقیاتی منصوبوں کے لیے فنڈز مختص کیے گئے، سپریم کورٹ نے کیس کی سماعت ملتوی کر دی، پولیس نے کارروائی کرتے ہوئے ملزمان کو گرفتار کر لیا، محکمہ موسمیات نے ملک کے بیشتر علاقوں میں گرمی کی شدت برقرار رہنے کی پیشگوئی کی ہے، پنجاب حکومت نے صحت اور تعلیم کے شعبوں میں اصلاحات کا اعلان کیا، وزیر خزانہ نے کہا کہ ٹیکس نظام کو بہتر بنایا جائے گا۔ bbox=[3, 1219, 71, 1380]
notice-number: 70 bbox=[126, 698, 143, 706]
notice-body bbox=[364, 878, 432, 1038]
notice-header bbox=[293, 14, 360, 23]
notice-number: 75 bbox=[126, 1552, 143, 1560]
notice-header bbox=[293, 1381, 360, 1390]
notice-20 bbox=[363, 13, 433, 184]
channel-label: چینل نمبر bbox=[76, 14, 126, 23]
notice-body bbox=[437, 23, 504, 184]
notice-body bbox=[509, 204, 577, 367]
channel-label: چینل نمبر bbox=[76, 1723, 126, 1731]
notice-text: وزیراعظم شہباز شریف نے کہا ہے کہ حکومت عوام کی فلاح و بہبود کے لیے اقدامات کر رہی ہے، ملک میں معاشی استحکام آ رہا ہے اور مہنگائی میں کمی واقع ہوئی ہے، اسلام آباد میں اجلاس سے خطاب کرتے ہوئے انہوں نے کہا کہ پاکستان ترقی کی راہ پر گامزن ہے، اسرائیل اور ایران کے درمیان کشیدگی پر اقوام متحدہ سلامتی کونسل کا اجلاس طلب کیا گیا، وفاقی بجٹ 2025-26 قومی اسمبلی میں پیش کیا گیا جس میں ترقیاتی منصوبوں کے لیے فنڈز مختص کیے گئے، سپریم کورٹ نے کیس کی سماعت ملتوی کر دی، پولیس نے کارروائی کرتے ہوئے ملزمان کو گرفتار کر لیا، محکمہ موسمیات نے ملک کے بیشتر علاقوں میں گرمی کی شدت برقرار رہنے کی پیشگوئی کی ہے، پنجاب حکومت نے صحت اور تعلیم کے شعبوں میں اصلاحات کا اعلان کیا، وزیر خزانہ نے کہا کہ ٹیکس نظام کو بہتر بنایا جائے گا۔ bbox=[292, 877, 360, 1038]
notice-text: وزیراعظم شہباز شریف نے کہا ہے کہ حکومت عوام کی فلاح و بہبود کے لیے اقدامات کر رہی ہے، ملک میں معاشی استحکام آ رہا ہے اور مہنگائی میں کمی واقع ہوئی ہے، اسلام آباد میں اجلاس سے خطاب کرتے ہوئے انہوں نے کہا کہ پاکستان ترقی کی راہ پر گامزن ہے، اسرائیل اور ایران کے درمیان کشیدگی پر اقوام متحدہ سلامتی کونسل کا اجلاس طلب کیا گیا، وفاقی بجٹ 2025-26 قومی اسمبلی میں پیش کیا گیا جس میں ترقیاتی منصوبوں کے لیے فنڈز مختص کیے گئے، سپریم کورٹ نے کیس کی سماعت ملتوی کر دی، پولیس نے کارروائی کرتے ہوئے ملزمان کو گرفتار کر لیا، محکمہ موسمیات نے ملک کے بیشتر علاقوں میں گرمی کی شدت برقرار رہنے کی پیشگوئی کی ہے، پنجاب حکومت نے صحت اور تعلیم کے شعبوں میں اصلاحات کا اعلان کیا، وزیر خزانہ نے کہا کہ ٹیکس نظام کو بہتر بنایا جائے گا۔ bbox=[75, 1219, 143, 1380]
notice-header bbox=[509, 14, 577, 23]
notice-47 bbox=[291, 2405, 362, 2576]
notice-header bbox=[76, 1552, 143, 1560]
notice-22 bbox=[363, 354, 433, 525]
notice-number: 4 bbox=[559, 542, 577, 550]
channel-label: چینل نمبر bbox=[364, 355, 415, 364]
channel-label: چینل نمبر bbox=[437, 698, 487, 706]
notice-number: 5 bbox=[559, 715, 577, 723]
notice-text: وزیراعظم شہباز شریف نے کہا ہے کہ حکومت عوام کی فلاح و بہبود کے لیے اقدامات کر رہی ہے، ملک میں معاشی استحکام آ رہا ہے اور مہنگائی میں کمی واقع ہوئی ہے، اسلام آباد میں اجلاس سے خطاب کرتے ہوئے انہوں نے کہا کہ پاکستان ترقی کی راہ پر گامزن ہے، اسرائیل اور ایران کے درمیان کشیدگی پر اقوام متحدہ سلامتی کونسل کا اجلاس طلب کیا گیا، وفاقی بجٹ 2025-26 قومی اسمبلی میں پیش کیا گیا جس میں ترقیاتی منصوبوں کے لیے فنڈز مختص کیے گئے، سپریم کورٹ نے کیس کی سماعت ملتوی کر دی، پولیس نے کارروائی کرتے ہوئے ملزمان کو گرفتار کر لیا، محکمہ موسمیات نے ملک کے بیشتر علاقوں میں گرمی کی شدت برقرار رہنے کی پیشگوئی کی ہے، پنجاب حکومت نے صحت اور تعلیم کے شعبوں میں اصلاحات کا اعلان کیا، وزیر خزانہ نے کہا کہ ٹیکس نظام کو بہتر بنایا جائے گا۔ bbox=[437, 2073, 505, 2235]
notice-35 bbox=[291, 354, 362, 525]
notice-text: وزیراعظم شہباز شریف نے کہا ہے کہ حکومت عوام کی فلاح و بہبود کے لیے اقدامات کر رہی ہے، ملک میں معاشی استحکام آ رہا ہے اور مہنگائی میں کمی واقع ہوئی ہے، اسلام آباد میں اجلاس سے خطاب کرتے ہوئے انہوں نے کہا کہ پاکستان ترقی کی راہ پر گامزن ہے، اسرائیل اور ایران کے درمیان کشیدگی پر اقوام متحدہ سلامتی کونسل کا اجلاس طلب کیا گیا، وفاقی بجٹ 2025-26 قومی اسمبلی میں پیش کیا گیا جس میں ترقیاتی منصوبوں کے لیے فنڈز مختص کیے گئے، سپریم کورٹ نے کیس کی سماعت ملتوی کر دی، پولیس نے کارروائی کرتے ہوئے ملزمان کو گرفتار کر لیا، محکمہ موسمیات نے ملک کے بیشتر علاقوں میں گرمی کی شدت برقرار رہنے کی پیشگوئی کی ہے، پنجاب حکومت نے صحت اور تعلیم کے شعبوں میں اصلاحات کا اعلان کیا، وزیر خزانہ نے کہا کہ ٹیکس نظام کو بہتر بنایا جائے گا۔ bbox=[364, 2073, 433, 2235]
notice-header bbox=[437, 869, 504, 877]
notice-body bbox=[437, 536, 504, 696]
notice-number: 45 bbox=[342, 2065, 360, 2073]
channel-label: چینل نمبر bbox=[76, 1039, 126, 1048]
channel-label: چینل نمبر bbox=[220, 185, 271, 194]
notice-header bbox=[437, 2065, 504, 2073]
notice-number: 35 bbox=[342, 355, 360, 364]
notice-text: وزیراعظم شہباز شریف نے کہا ہے کہ حکومت عوام کی فلاح و بہبود کے لیے اقدامات کر رہی ہے، ملک میں معاشی استحکام آ رہا ہے اور مہنگائی میں کمی واقع ہوئی ہے، اسلام آباد میں اجلاس سے خطاب کرتے ہوئے انہوں نے کہا کہ پاکستان ترقی کی راہ پر گامزن ہے، اسرائیل اور ایران کے درمیان کشیدگی پر اقوام متحدہ سلامتی کونسل کا اجلاس طلب کیا گیا، وفاقی بجٹ 2025-26 قومی اسمبلی میں پیش کیا گیا جس میں ترقیاتی منصوبوں کے لیے فنڈز مختص کیے گئے، سپریم کورٹ نے کیس کی سماعت ملتوی کر دی، پولیس نے کارروائی کرتے ہوئے ملزمان کو گرفتار کر لیا، محکمہ موسمیات نے ملک کے بیشتر علاقوں میں گرمی کی شدت برقرار رہنے کی پیشگوئی کی ہے، پنجاب حکومت نے صحت اور تعلیم کے شعبوں میں اصلاحات کا اعلان کیا، وزیر خزانہ نے کہا کہ ٹیکس نظام کو بہتر بنایا جائے گا۔ bbox=[75, 536, 143, 696]
notice-number: 46 bbox=[342, 2235, 360, 2244]
notice-number: 9 bbox=[487, 355, 504, 364]
notice-number: 64 bbox=[198, 1039, 216, 1048]
notice-number: 32 bbox=[415, 2065, 432, 2073]
channel-label: چینل نمبر bbox=[293, 2235, 343, 2244]
notice-text: وزیراعظم شہباز شریف نے کہا ہے کہ حکومت عوام کی فلاح و بہبود کے لیے اقدامات کر رہی ہے، ملک میں معاشی استحکام آ رہا ہے اور مہنگائی میں کمی واقع ہوئی ہے، اسلام آباد میں اجلاس سے خطاب کرتے ہوئے انہوں نے کہا کہ پاکستان ترقی کی راہ پر گامزن ہے، اسرائیل اور ایران کے درمیان کشیدگی پر اقوام متحدہ سلامتی کونسل کا اجلاس طلب کیا گیا، وفاقی بجٹ 2025-26 قومی اسمبلی میں پیش کیا گیا جس میں ترقیاتی منصوبوں کے لیے فنڈز مختص کیے گئے، سپریم کورٹ نے کیس کی سماعت ملتوی کر دی، پولیس نے کارروائی کرتے ہوئے ملزمان کو گرفتار کر لیا، محکمہ موسمیات نے ملک کے بیشتر علاقوں میں گرمی کی شدت برقرار رہنے کی پیشگوئی کی ہے، پنجاب حکومت نے صحت اور تعلیم کے شعبوں میں اصلاحات کا اعلان کیا، وزیر خزانہ نے کہا کہ ٹیکس نظام کو بہتر بنایا جائے گا۔ bbox=[220, 877, 288, 1038]
notice-65 bbox=[147, 1209, 217, 1380]
notice-55 bbox=[219, 1209, 289, 1380]
notice-body bbox=[364, 707, 432, 867]
channel-label: چینل نمبر bbox=[437, 1894, 487, 1902]
notice-text: وزیراعظم شہباز شریف نے کہا ہے کہ حکومت عوام کی فلاح و بہبود کے لیے اقدامات کر رہی ہے، ملک میں معاشی استحکام آ رہا ہے اور مہنگائی میں کمی واقع ہوئی ہے، اسلام آباد میں اجلاس سے خطاب کرتے ہوئے انہوں نے کہا کہ پاکستان ترقی کی راہ پر گامزن ہے، اسرائیل اور ایران کے درمیان کشیدگی پر اقوام متحدہ سلامتی کونسل کا اجلاس طلب کیا گیا، وفاقی بجٹ 2025-26 قومی اسمبلی میں پیش کیا گیا جس میں ترقیاتی منصوبوں کے لیے فنڈز مختص کیے گئے، سپریم کورٹ نے کیس کی سماعت ملتوی کر دی، پولیس نے کارروائی کرتے ہوئے ملزمان کو گرفتار کر لیا، محکمہ موسمیات نے ملک کے بیشتر علاقوں میں گرمی کی شدت برقرار رہنے کی پیشگوئی کی ہے، پنجاب حکومت نے صحت اور تعلیم کے شعبوں میں اصلاحات کا اعلان کیا، وزیر خزانہ نے کہا کہ ٹیکس نظام کو بہتر بنایا جائے گا۔ bbox=[147, 536, 216, 696]
notice-header bbox=[76, 1381, 143, 1390]
notice-header bbox=[364, 869, 432, 877]
channel-label: چینل نمبر bbox=[220, 1210, 271, 1219]
notice-number: 22 bbox=[415, 355, 432, 364]
notice-header bbox=[293, 2235, 360, 2244]
channel-label: چینل نمبر bbox=[3, 698, 54, 706]
notice-text: وزیراعظم شہباز شریف نے کہا ہے کہ حکومت عوام کی فلاح و بہبود کے لیے اقدامات کر رہی ہے، ملک میں معاشی استحکام آ رہا ہے اور مہنگائی میں کمی واقع ہوئی ہے، اسلام آباد میں اجلاس سے خطاب کرتے ہوئے انہوں نے کہا کہ پاکستان ترقی کی راہ پر گامزن ہے، اسرائیل اور ایران کے درمیان کشیدگی پر اقوام متحدہ سلامتی کونسل کا اجلاس طلب کیا گیا، وفاقی بجٹ 2025-26 قومی اسمبلی میں پیش کیا گیا جس میں ترقیاتی منصوبوں کے لیے فنڈز مختص کیے گئے، سپریم کورٹ نے کیس کی سماعت ملتوی کر دی، پولیس نے کارروائی کرتے ہوئے ملزمان کو گرفتار کر لیا، محکمہ موسمیات نے ملک کے بیشتر علاقوں میں گرمی کی شدت برقرار رہنے کی پیشگوئی کی ہے، پنجاب حکومت نے صحت اور تعلیم کے شعبوں میں اصلاحات کا اعلان کیا، وزیر خزانہ نے کہا کہ ٹیکس نظام کو بہتر بنایا جائے گا۔ bbox=[364, 1390, 433, 1551]
notice-3 bbox=[508, 367, 578, 540]
notice-82 bbox=[2, 867, 72, 1038]
notice-header bbox=[76, 698, 143, 706]
notice-number: 55 bbox=[271, 1210, 288, 1219]
notice-header bbox=[148, 526, 216, 535]
notice-text: وزیراعظم شہباز شریف نے کہا ہے کہ حکومت عوام کی فلاح و بہبود کے لیے اقدامات کر رہی ہے، ملک میں معاشی استحکام آ رہا ہے اور مہنگائی میں کمی واقع ہوئی ہے، اسلام آباد میں اجلاس سے خطاب کرتے ہوئے انہوں نے کہا کہ پاکستان ترقی کی راہ پر گامزن ہے، اسرائیل اور ایران کے درمیان کشیدگی پر اقوام متحدہ سلامتی کونسل کا اجلاس طلب کیا گیا، وفاقی بجٹ 2025-26 قومی اسمبلی میں پیش کیا گیا جس میں ترقیاتی منصوبوں کے لیے فنڈز مختص کیے گئے، سپریم کورٹ نے کیس کی سماعت ملتوی کر دی، پولیس نے کارروائی کرتے ہوئے ملزمان کو گرفتار کر لیا، محکمہ موسمیات نے ملک کے بیشتر علاقوں میں گرمی کی شدت برقرار رہنے کی پیشگوئی کی ہے، پنجاب حکومت نے صحت اور تعلیم کے شعبوں میں اصلاحات کا اعلان کیا، وزیر خزانہ نے کہا کہ ٹیکس نظام کو بہتر بنایا جائے گا۔ bbox=[437, 1902, 505, 2063]
notice-number: 63 bbox=[198, 869, 216, 877]
notice-number: 50 bbox=[271, 355, 288, 364]
notice-header bbox=[364, 1210, 432, 1219]
notice-body bbox=[364, 1561, 432, 1721]
notice-text: وزیراعظم شہباز شریف نے کہا ہے کہ حکومت عوام کی فلاح و بہبود کے لیے اقدامات کر رہی ہے، ملک میں معاشی استحکام آ رہا ہے اور مہنگائی میں کمی واقع ہوئی ہے، اسلام آباد میں اجلاس سے خطاب کرتے ہوئے انہوں نے کہا کہ پاکستان ترقی کی راہ پر گامزن ہے، اسرائیل اور ایران کے درمیان کشیدگی پر اقوام متحدہ سلامتی کونسل کا اجلاس طلب کیا گیا، وفاقی بجٹ 2025-26 قومی اسمبلی میں پیش کیا گیا جس میں ترقیاتی منصوبوں کے لیے فنڈز مختص کیے گئے، سپریم کورٹ نے کیس کی سماعت ملتوی کر دی، پولیس نے کارروائی کرتے ہوئے ملزمان کو گرفتار کر لیا، محکمہ موسمیات نے ملک کے بیشتر علاقوں میں گرمی کی شدت برقرار رہنے کی پیشگوئی کی ہے، پنجاب حکومت نے صحت اور تعلیم کے شعبوں میں اصلاحات کا اعلان کیا، وزیر خزانہ نے کہا کہ ٹیکس نظام کو بہتر بنایا جائے گا۔ bbox=[437, 1561, 505, 1721]
channel-label: چینل نمبر bbox=[293, 14, 343, 23]
notice-63 bbox=[147, 867, 217, 1038]
notice-text: وزیراعظم شہباز شریف نے کہا ہے کہ حکومت عوام کی فلاح و بہبود کے لیے اقدامات کر رہی ہے، ملک میں معاشی استحکام آ رہا ہے اور مہنگائی میں کمی واقع ہوئی ہے، اسلام آباد میں اجلاس سے خطاب کرتے ہوئے انہوں نے کہا کہ پاکستان ترقی کی راہ پر گامزن ہے، اسرائیل اور ایران کے درمیان کشیدگی پر اقوام متحدہ سلامتی کونسل کا اجلاس طلب کیا گیا، وفاقی بجٹ 2025-26 قومی اسمبلی میں پیش کیا گیا جس میں ترقیاتی منصوبوں کے لیے فنڈز مختص کیے گئے، سپریم کورٹ نے کیس کی سماعت ملتوی کر دی، پولیس نے کارروائی کرتے ہوئے ملزمان کو گرفتار کر لیا، محکمہ موسمیات نے ملک کے بیشتر علاقوں میں گرمی کی شدت برقرار رہنے کی پیشگوئی کی ہے، پنجاب حکومت نے صحت اور تعلیم کے شعبوں میں اصلاحات کا اعلان کیا، وزیر خزانہ نے کہا کہ ٹیکس نظام کو بہتر بنایا جائے گا۔ bbox=[220, 1390, 288, 1551]
notice-text: وزیراعظم شہباز شریف نے کہا ہے کہ حکومت عوام کی فلاح و بہبود کے لیے اقدامات کر رہی ہے، ملک میں معاشی استحکام آ رہا ہے اور مہنگائی میں کمی واقع ہوئی ہے، اسلام آباد میں اجلاس سے خطاب کرتے ہوئے انہوں نے کہا کہ پاکستان ترقی کی راہ پر گامزن ہے، اسرائیل اور ایران کے درمیان کشیدگی پر اقوام متحدہ سلامتی کونسل کا اجلاس طلب کیا گیا، وفاقی بجٹ 2025-26 قومی اسمبلی میں پیش کیا گیا جس میں ترقیاتی منصوبوں کے لیے فنڈز مختص کیے گئے، سپریم کورٹ نے کیس کی سماعت ملتوی کر دی، پولیس نے کارروائی کرتے ہوئے ملزمان کو گرفتار کر لیا، محکمہ موسمیات نے ملک کے بیشتر علاقوں میں گرمی کی شدت برقرار رہنے کی پیشگوئی کی ہے، پنجاب حکومت نے صحت اور تعلیم کے شعبوں میں اصلاحات کا اعلان کیا، وزیر خزانہ نے کہا کہ ٹیکس نظام کو بہتر بنایا جائے گا۔ bbox=[509, 897, 577, 1058]
notice-61 bbox=[147, 525, 217, 696]
channel-label: چینل نمبر bbox=[3, 869, 54, 877]
notice-body bbox=[293, 1219, 360, 1380]
notice-header bbox=[220, 698, 288, 706]
notice-header bbox=[76, 14, 143, 23]
notice-text: وزیراعظم شہباز شریف نے کہا ہے کہ حکومت عوام کی فلاح و بہبود کے لیے اقدامات کر رہی ہے، ملک میں معاشی استحکام آ رہا ہے اور مہنگائی میں کمی واقع ہوئی ہے، اسلام آباد میں اجلاس سے خطاب کرتے ہوئے انہوں نے کہا کہ پاکستان ترقی کی راہ پر گامزن ہے، اسرائیل اور ایران کے درمیان کشیدگی پر اقوام متحدہ سلامتی کونسل کا اجلاس طلب کیا گیا، وفاقی بجٹ 2025-26 قومی اسمبلی میں پیش کیا گیا جس میں ترقیاتی منصوبوں کے لیے فنڈز مختص کیے گئے، سپریم کورٹ نے کیس کی سماعت ملتوی کر دی، پولیس نے کارروائی کرتے ہوئے ملزمان کو گرفتار کر لیا، محکمہ موسمیات نے ملک کے بیشتر علاقوں میں گرمی کی شدت برقرار رہنے کی پیشگوئی کی ہے، پنجاب حکومت نے صحت اور تعلیم کے شعبوں میں اصلاحات کا اعلان کیا، وزیر خزانہ نے کہا کہ ٹیکس نظام کو بہتر بنایا جائے گا۔ bbox=[364, 365, 433, 525]
notice-5 bbox=[508, 713, 578, 887]
notice-text: وزیراعظم شہباز شریف نے کہا ہے کہ حکومت عوام کی فلاح و بہبود کے لیے اقدامات کر رہی ہے، ملک میں معاشی استحکام آ رہا ہے اور مہنگائی میں کمی واقع ہوئی ہے، اسلام آباد میں اجلاس سے خطاب کرتے ہوئے انہوں نے کہا کہ پاکستان ترقی کی راہ پر گامزن ہے، اسرائیل اور ایران کے درمیان کشیدگی پر اقوام متحدہ سلامتی کونسل کا اجلاس طلب کیا گیا، وفاقی بجٹ 2025-26 قومی اسمبلی میں پیش کیا گیا جس میں ترقیاتی منصوبوں کے لیے فنڈز مختص کیے گئے، سپریم کورٹ نے کیس کی سماعت ملتوی کر دی، پولیس نے کارروائی کرتے ہوئے ملزمان کو گرفتار کر لیا، محکمہ موسمیات نے ملک کے بیشتر علاقوں میں گرمی کی شدت برقرار رہنے کی پیشگوئی کی ہے، پنجاب حکومت نے صحت اور تعلیم کے شعبوں میں اصلاحات کا اعلان کیا، وزیر خزانہ نے کہا کہ ٹیکس نظام کو بہتر بنایا جائے گا۔ bbox=[3, 194, 71, 355]
notice-75 bbox=[74, 1550, 145, 1721]
notice-body bbox=[293, 878, 360, 1038]
notice-body bbox=[148, 194, 216, 355]
notice-body bbox=[293, 707, 360, 867]
notice-text: وزیراعظم شہباز شریف نے کہا ہے کہ حکومت عوام کی فلاح و بہبود کے لیے اقدامات کر رہی ہے، ملک میں معاشی استحکام آ رہا ہے اور مہنگائی میں کمی واقع ہوئی ہے، اسلام آباد میں اجلاس سے خطاب کرتے ہوئے انہوں نے کہا کہ پاکستان ترقی کی راہ پر گامزن ہے، اسرائیل اور ایران کے درمیان کشیدگی پر اقوام متحدہ سلامتی کونسل کا اجلاس طلب کیا گیا، وفاقی بجٹ 2025-26 قومی اسمبلی میں پیش کیا گیا جس میں ترقیاتی منصوبوں کے لیے فنڈز مختص کیے گئے، سپریم کورٹ نے کیس کی سماعت ملتوی کر دی، پولیس نے کارروائی کرتے ہوئے ملزمان کو گرفتار کر لیا، محکمہ موسمیات نے ملک کے بیشتر علاقوں میں گرمی کی شدت برقرار رہنے کی پیشگوئی کی ہے، پنجاب حکومت نے صحت اور تعلیم کے شعبوں میں اصلاحات کا اعلان کیا، وزیر خزانہ نے کہا کہ ٹیکس نظام کو بہتر بنایا جائے گا۔ bbox=[509, 724, 577, 885]
masthead-title: روزنامہ ادارہ اسلام آباد (3) 18 جون 2025ء bbox=[212, 1, 368, 10]
notice-81 bbox=[2, 696, 72, 867]
notice-74 bbox=[74, 1380, 145, 1551]
notice-number: 27 bbox=[415, 1210, 432, 1219]
notice-15 bbox=[435, 1380, 506, 1551]
notice-body bbox=[364, 365, 432, 525]
notice-header bbox=[364, 1894, 432, 1902]
notice-header bbox=[3, 14, 71, 23]
notice-header bbox=[220, 355, 288, 364]
channel-label: چینل نمبر bbox=[220, 1039, 271, 1048]
channel-label: چینل نمبر bbox=[76, 698, 126, 706]
notice-body bbox=[3, 23, 71, 184]
channel-label: چینل نمبر bbox=[148, 355, 198, 364]
channel-label: چینل نمبر bbox=[437, 1552, 487, 1560]
channel-label: چینل نمبر bbox=[148, 526, 198, 535]
notice-39 bbox=[291, 1038, 362, 1209]
notice-text: وزیراعظم شہباز شریف نے کہا ہے کہ حکومت عوام کی فلاح و بہبود کے لیے اقدامات کر رہی ہے، ملک میں معاشی استحکام آ رہا ہے اور مہنگائی میں کمی واقع ہوئی ہے، اسلام آباد میں اجلاس سے خطاب کرتے ہوئے انہوں نے کہا کہ پاکستان ترقی کی راہ پر گامزن ہے، اسرائیل اور ایران کے درمیان کشیدگی پر اقوام متحدہ سلامتی کونسل کا اجلاس طلب کیا گیا، وفاقی بجٹ 2025-26 قومی اسمبلی میں پیش کیا گیا جس میں ترقیاتی منصوبوں کے لیے فنڈز مختص کیے گئے، سپریم کورٹ نے کیس کی سماعت ملتوی کر دی، پولیس نے کارروائی کرتے ہوئے ملزمان کو گرفتار کر لیا، محکمہ موسمیات نے ملک کے بیشتر علاقوں میں گرمی کی شدت برقرار رہنے کی پیشگوئی کی ہے، پنجاب حکومت نے صحت اور تعلیم کے شعبوں میں اصلاحات کا اعلان کیا، وزیر خزانہ نے کہا کہ ٹیکس نظام کو بہتر بنایا جائے گا۔ bbox=[292, 1561, 360, 1721]
notice-header bbox=[76, 185, 143, 194]
notice-40 bbox=[291, 1209, 362, 1380]
notice-body bbox=[76, 707, 143, 867]
notice-number: 25 bbox=[415, 869, 432, 877]
notice-header bbox=[437, 1723, 504, 1731]
notice-header bbox=[437, 526, 504, 535]
notice-number: 84 bbox=[54, 1210, 71, 1219]
notice-number: 85 bbox=[54, 1381, 71, 1390]
notice-body bbox=[437, 707, 504, 867]
notice-number: 38 bbox=[342, 869, 360, 877]
notice-17 bbox=[435, 1721, 506, 1892]
notice-header bbox=[3, 869, 71, 877]
notice-header bbox=[148, 355, 216, 364]
channel-label: چینل نمبر bbox=[3, 1381, 54, 1390]
channel-label: چینل نمبر bbox=[437, 14, 487, 23]
notice-text: وزیراعظم شہباز شریف نے کہا ہے کہ حکومت عوام کی فلاح و بہبود کے لیے اقدامات کر رہی ہے، ملک میں معاشی استحکام آ رہا ہے اور مہنگائی میں کمی واقع ہوئی ہے، اسلام آباد میں اجلاس سے خطاب کرتے ہوئے انہوں نے کہا کہ پاکستان ترقی کی راہ پر گامزن ہے، اسرائیل اور ایران کے درمیان کشیدگی پر اقوام متحدہ سلامتی کونسل کا اجلاس طلب کیا گیا، وفاقی بجٹ 2025-26 قومی اسمبلی میں پیش کیا گیا جس میں ترقیاتی منصوبوں کے لیے فنڈز مختص کیے گئے، سپریم کورٹ نے کیس کی سماعت ملتوی کر دی، پولیس نے کارروائی کرتے ہوئے ملزمان کو گرفتار کر لیا، محکمہ موسمیات نے ملک کے بیشتر علاقوں میں گرمی کی شدت برقرار رہنے کی پیشگوئی کی ہے، پنجاب حکومت نے صحت اور تعلیم کے شعبوں میں اصلاحات کا اعلان کیا، وزیر خزانہ نے کہا کہ ٹیکس نظام کو بہتر بنایا جائے گا۔ bbox=[75, 365, 143, 525]
notice-header bbox=[76, 869, 143, 877]
notice-number: 42 bbox=[342, 1552, 360, 1560]
channel-label: چینل نمبر bbox=[437, 526, 487, 535]
notice-text: وزیراعظم شہباز شریف نے کہا ہے کہ حکومت عوام کی فلاح و بہبود کے لیے اقدامات کر رہی ہے، ملک میں معاشی استحکام آ رہا ہے اور مہنگائی میں کمی واقع ہوئی ہے، اسلام آباد میں اجلاس سے خطاب کرتے ہوئے انہوں نے کہا کہ پاکستان ترقی کی راہ پر گامزن ہے، اسرائیل اور ایران کے درمیان کشیدگی پر اقوام متحدہ سلامتی کونسل کا اجلاس طلب کیا گیا، وفاقی بجٹ 2025-26 قومی اسمبلی میں پیش کیا گیا جس میں ترقیاتی منصوبوں کے لیے فنڈز مختص کیے گئے، سپریم کورٹ نے کیس کی سماعت ملتوی کر دی، پولیس نے کارروائی کرتے ہوئے ملزمان کو گرفتار کر لیا، محکمہ موسمیات نے ملک کے بیشتر علاقوں میں گرمی کی شدت برقرار رہنے کی پیشگوئی کی ہے، پنجاب حکومت نے صحت اور تعلیم کے شعبوں میں اصلاحات کا اعلان کیا، وزیر خزانہ نے کہا کہ ٹیکس نظام کو بہتر بنایا جائے گا۔ bbox=[147, 1048, 216, 1209]
notice-text: وزیراعظم شہباز شریف نے کہا ہے کہ حکومت عوام کی فلاح و بہبود کے لیے اقدامات کر رہی ہے، ملک میں معاشی استحکام آ رہا ہے اور مہنگائی میں کمی واقع ہوئی ہے، اسلام آباد میں اجلاس سے خطاب کرتے ہوئے انہوں نے کہا کہ پاکستان ترقی کی راہ پر گامزن ہے، اسرائیل اور ایران کے درمیان کشیدگی پر اقوام متحدہ سلامتی کونسل کا اجلاس طلب کیا گیا، وفاقی بجٹ 2025-26 قومی اسمبلی میں پیش کیا گیا جس میں ترقیاتی منصوبوں کے لیے فنڈز مختص کیے گئے، سپریم کورٹ نے کیس کی سماعت ملتوی کر دی، پولیس نے کارروائی کرتے ہوئے ملزمان کو گرفتار کر لیا، محکمہ موسمیات نے ملک کے بیشتر علاقوں میں گرمی کی شدت برقرار رہنے کی پیشگوئی کی ہے، پنجاب حکومت نے صحت اور تعلیم کے شعبوں میں اصلاحات کا اعلان کیا، وزیر خزانہ نے کہا کہ ٹیکس نظام کو بہتر بنایا جائے گا۔ bbox=[147, 877, 216, 1038]
column-6 bbox=[146, 13, 217, 1380]
notice-body bbox=[437, 1048, 504, 1209]
notice-number: 26 bbox=[415, 1039, 432, 1048]
notice-text: وزیراعظم شہباز شریف نے کہا ہے کہ حکومت عوام کی فلاح و بہبود کے لیے اقدامات کر رہی ہے، ملک میں معاشی استحکام آ رہا ہے اور مہنگائی میں کمی واقع ہوئی ہے، اسلام آباد میں اجلاس سے خطاب کرتے ہوئے انہوں نے کہا کہ پاکستان ترقی کی راہ پر گامزن ہے، اسرائیل اور ایران کے درمیان کشیدگی پر اقوام متحدہ سلامتی کونسل کا اجلاس طلب کیا گیا، وفاقی بجٹ 2025-26 قومی اسمبلی میں پیش کیا گیا جس میں ترقیاتی منصوبوں کے لیے فنڈز مختص کیے گئے، سپریم کورٹ نے کیس کی سماعت ملتوی کر دی، پولیس نے کارروائی کرتے ہوئے ملزمان کو گرفتار کر لیا، محکمہ موسمیات نے ملک کے بیشتر علاقوں میں گرمی کی شدت برقرار رہنے کی پیشگوئی کی ہے، پنجاب حکومت نے صحت اور تعلیم کے شعبوں میں اصلاحات کا اعلان کیا، وزیر خزانہ نے کہا کہ ٹیکس نظام کو بہتر بنایا جائے گا۔ bbox=[364, 1732, 433, 1892]
notice-body bbox=[148, 365, 216, 525]
